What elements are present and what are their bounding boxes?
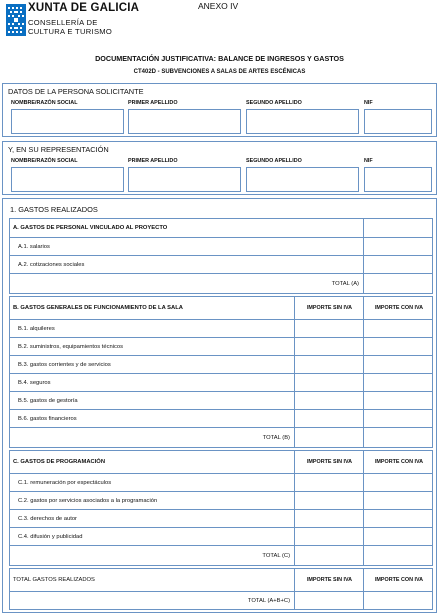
anexo-label: ANEXO IV xyxy=(198,1,239,11)
c3-sin-iva-cell[interactable] xyxy=(294,510,295,527)
section-b-heading: B. GASTOS GENERALES DE FUNCIONAMIENTO DE LA SALA xyxy=(13,305,183,311)
rep-nombre-label: NOMBRE/RAZÓN SOCIAL xyxy=(11,158,78,164)
nif-field[interactable] xyxy=(364,109,432,134)
b1-label: B.1. alquileres xyxy=(18,325,55,332)
b5-row xyxy=(9,392,433,410)
b4-sin-iva-cell[interactable] xyxy=(294,374,295,391)
b4-row xyxy=(9,374,433,392)
total-gastos-heading: TOTAL GASTOS REALIZADOS xyxy=(13,577,95,583)
c3-con-iva-cell[interactable] xyxy=(363,510,364,527)
total-b-sin-iva-cell[interactable] xyxy=(294,428,295,447)
c4-label: C.4. difusión y publicidad xyxy=(18,533,83,540)
c2-sin-iva-cell[interactable] xyxy=(294,492,295,509)
b-importe-con-iva: IMPORTE CON IVA xyxy=(374,305,424,311)
section-a-header-row xyxy=(9,218,433,238)
rep-segundo-apellido-label: SEGUNDO APELLIDO xyxy=(246,158,302,164)
rep-segundo-apellido-field[interactable] xyxy=(246,167,359,192)
primer-apellido-field[interactable] xyxy=(128,109,241,134)
b6-row xyxy=(9,410,433,428)
b3-sin-iva-cell[interactable] xyxy=(294,356,295,373)
section-a-value-cell xyxy=(363,219,364,237)
b1-sin-iva-cell[interactable] xyxy=(294,320,295,337)
segundo-apellido-label: SEGUNDO APELLIDO xyxy=(246,100,302,106)
b-importe-sin-iva: IMPORTE SIN IVA xyxy=(306,305,353,311)
total-abc-row xyxy=(9,592,433,610)
nombre-field[interactable] xyxy=(11,109,124,134)
document-title: DOCUMENTACIÓN JUSTIFICATIVA: BALANCE DE INGRESOS Y GASTOS xyxy=(95,54,344,63)
nombre-label: NOMBRE/RAZÓN SOCIAL xyxy=(11,100,78,106)
rep-nombre-field[interactable] xyxy=(11,167,124,192)
b5-label: B.5. gastos de gestoría xyxy=(18,397,78,404)
total-importe-sin-iva: IMPORTE SIN IVA xyxy=(306,577,353,583)
b3-row xyxy=(9,356,433,374)
total-gastos-header-row xyxy=(9,568,433,592)
a2-value-cell[interactable] xyxy=(363,256,364,273)
section-b-header-row xyxy=(9,296,433,320)
logo-title: XUNTA DE GALICIA xyxy=(28,2,140,14)
b3-label: B.3. gastos corrientes y de servicios xyxy=(18,361,111,368)
c3-row xyxy=(9,510,433,528)
c2-label: C.2. gastos por servicios asociados a la programación xyxy=(18,497,158,504)
total-abc-label: TOTAL (A+B+C) xyxy=(247,597,290,604)
solicitante-title: DATOS DE LA PERSONA SOLICITANTE xyxy=(8,87,144,96)
b-con-iva-col xyxy=(363,297,424,319)
section-a-heading: A. GASTOS DE PERSONAL VINCULADO AL PROYECTO xyxy=(13,225,168,231)
total-a-row xyxy=(9,274,433,294)
b1-row xyxy=(9,320,433,338)
gastos-title: 1. GASTOS REALIZADOS xyxy=(10,205,98,214)
b5-sin-iva-cell[interactable] xyxy=(294,392,295,409)
c-importe-con-iva: IMPORTE CON IVA xyxy=(374,459,424,465)
c1-con-iva-cell[interactable] xyxy=(363,474,364,491)
c4-row xyxy=(9,528,433,546)
rep-primer-apellido-field[interactable] xyxy=(128,167,241,192)
a1-label: A.1. salarios xyxy=(18,243,50,250)
a2-row xyxy=(9,256,433,274)
b5-con-iva-cell[interactable] xyxy=(363,392,364,409)
rep-nif-field[interactable] xyxy=(364,167,432,192)
representacion-section xyxy=(2,141,437,195)
total-b-con-iva-cell[interactable] xyxy=(363,428,364,447)
document-subtitle: CT402D - SUBVENCIONES A SALAS DE ARTES ESCÉNICAS xyxy=(133,69,306,75)
total-c-label: TOTAL (C) xyxy=(262,552,290,559)
primer-apellido-label: PRIMER APELLIDO xyxy=(128,100,178,106)
b-sin-iva-col xyxy=(294,297,353,319)
total-abc-con-iva-cell[interactable] xyxy=(363,592,364,609)
b4-con-iva-cell[interactable] xyxy=(363,374,364,391)
b4-label: B.4. seguros xyxy=(18,379,51,386)
section-c-heading: C. GASTOS DE PROGRAMACIÓN xyxy=(13,459,106,465)
xunta-logo-icon xyxy=(6,4,26,36)
section-c-header-row xyxy=(9,450,433,474)
a1-value-cell[interactable] xyxy=(363,238,364,255)
c-importe-sin-iva: IMPORTE SIN IVA xyxy=(306,459,353,465)
total-a-value-cell[interactable] xyxy=(363,274,364,293)
b2-con-iva-cell[interactable] xyxy=(363,338,364,355)
solicitante-section xyxy=(2,83,437,137)
representacion-title: Y, EN SU REPRESENTACIÓN xyxy=(8,145,109,154)
c1-label: C.1. remuneración por espectáculos xyxy=(18,479,112,486)
c4-con-iva-cell[interactable] xyxy=(363,528,364,545)
c4-sin-iva-cell[interactable] xyxy=(294,528,295,545)
total-b-row xyxy=(9,428,433,448)
b6-label: B.6. gastos financieros xyxy=(18,415,77,422)
segundo-apellido-field[interactable] xyxy=(246,109,359,134)
total-sin-iva-col xyxy=(294,569,353,591)
c-con-iva-col xyxy=(363,451,424,473)
c3-label: C.3. derechos de autor xyxy=(18,515,77,522)
rep-primer-apellido-label: PRIMER APELLIDO xyxy=(128,158,178,164)
total-b-label: TOTAL (B) xyxy=(262,434,290,441)
a1-row xyxy=(9,238,433,256)
a2-label: A.2. cotizaciones sociales xyxy=(18,261,85,268)
total-con-iva-col xyxy=(363,569,424,591)
total-abc-sin-iva-cell[interactable] xyxy=(294,592,295,609)
total-importe-con-iva: IMPORTE CON IVA xyxy=(374,577,424,583)
gastos-section xyxy=(2,198,437,613)
total-a-label: TOTAL (A) xyxy=(331,280,359,287)
total-c-sin-iva-cell[interactable] xyxy=(294,546,295,565)
b3-con-iva-cell[interactable] xyxy=(363,356,364,373)
nif-label: NIF xyxy=(364,100,373,106)
b2-sin-iva-cell[interactable] xyxy=(294,338,295,355)
b1-con-iva-cell[interactable] xyxy=(363,320,364,337)
rep-nif-label: NIF xyxy=(364,158,373,164)
c1-row xyxy=(9,474,433,492)
logo-sub-2: CULTURA E TURISMO xyxy=(28,26,113,36)
b6-con-iva-cell[interactable] xyxy=(363,410,364,427)
b6-sin-iva-cell[interactable] xyxy=(294,410,295,427)
total-c-con-iva-cell[interactable] xyxy=(363,546,364,565)
b2-label: B.2. suministros, equipamientos técnicos xyxy=(18,343,124,350)
logo-text xyxy=(28,3,139,36)
c1-sin-iva-cell[interactable] xyxy=(294,474,295,491)
c2-con-iva-cell[interactable] xyxy=(363,492,364,509)
c2-row xyxy=(9,492,433,510)
total-c-row xyxy=(9,546,433,566)
c-sin-iva-col xyxy=(294,451,353,473)
logo-sub-1: CONSELLERÍA DE xyxy=(28,17,98,27)
b2-row xyxy=(9,338,433,356)
